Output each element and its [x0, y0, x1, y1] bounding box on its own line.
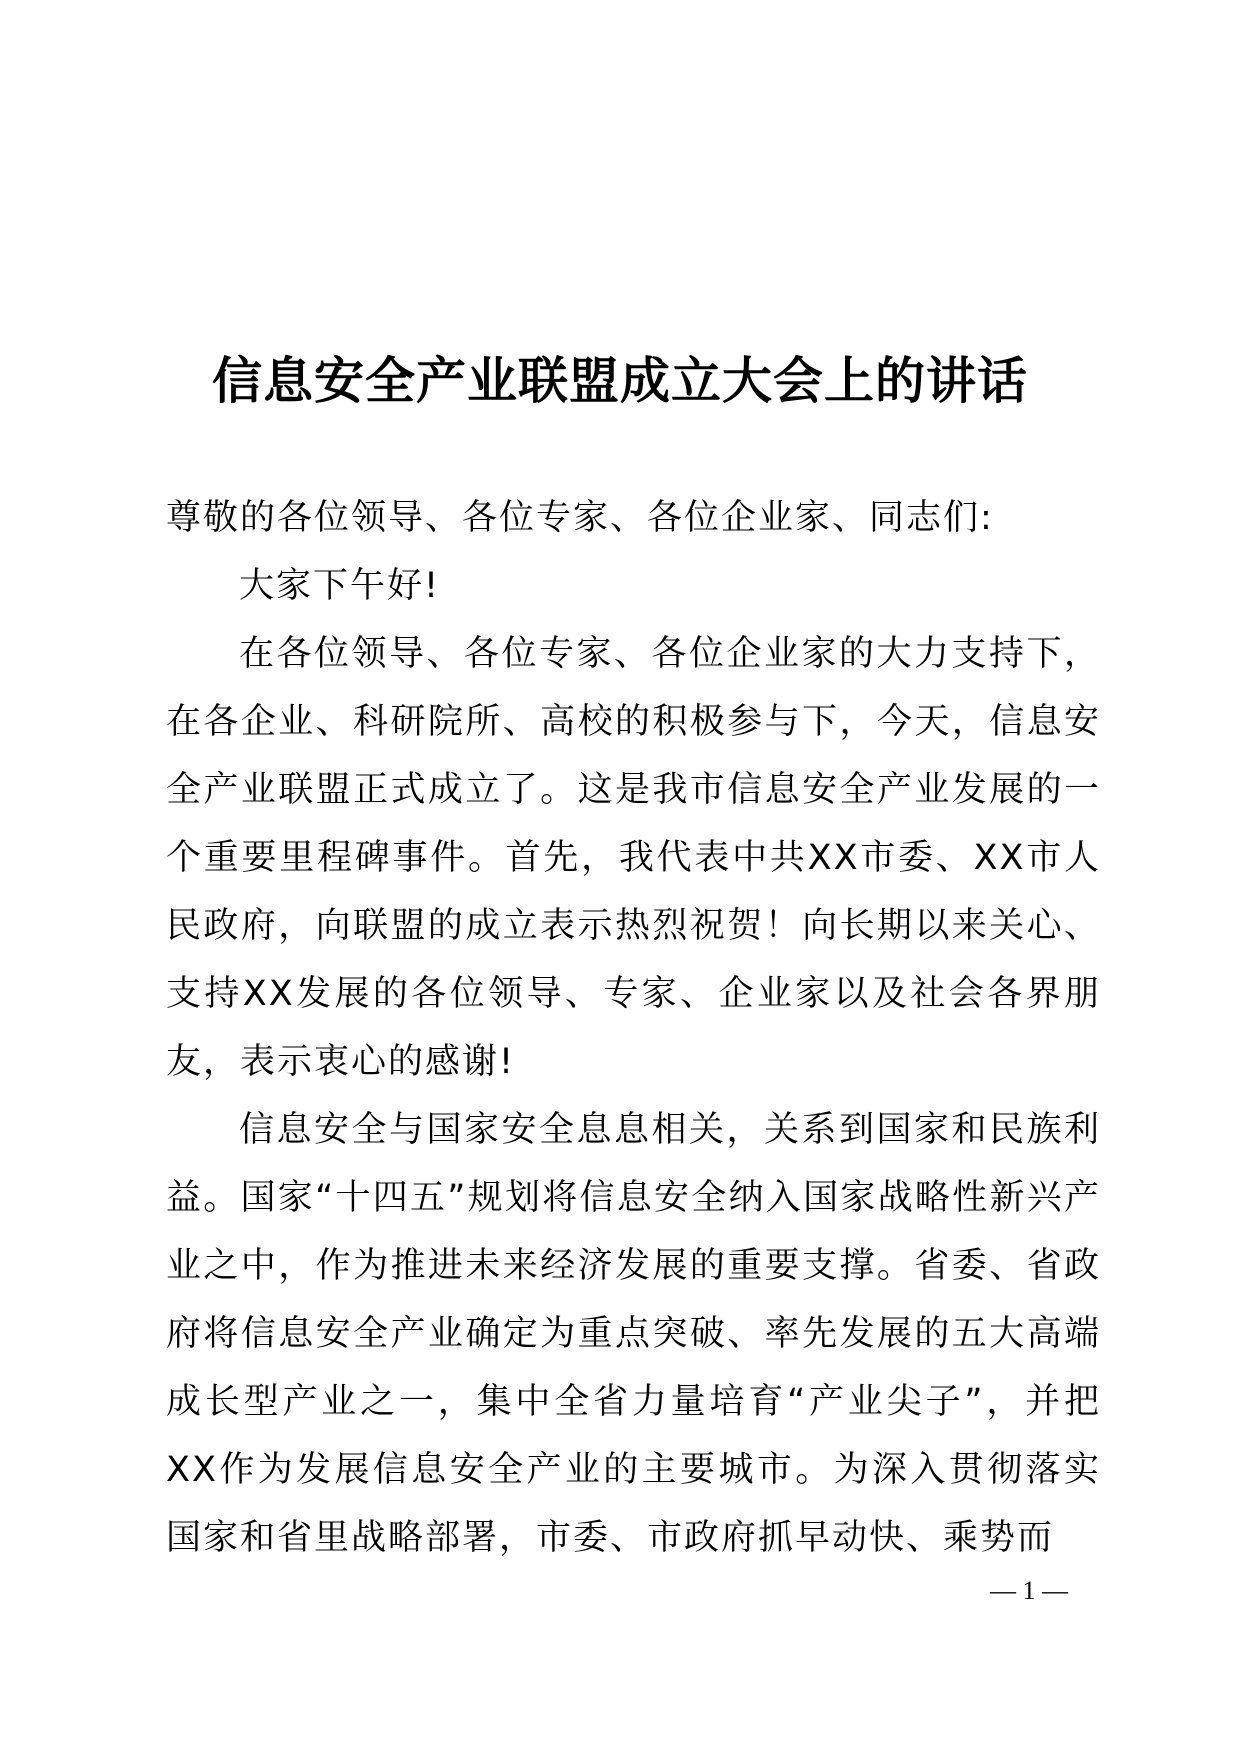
paragraph: 在各位领导、各位专家、各位企业家的大力支持下，在各企业、科研院所、高校的积极参与下，今天，信息安全产业联盟正式成立了。这是我市信息安全产业发展的一个重要里程碑事件。首先，我代表中共XX市委、XX市人民政府，向联盟的成立表示热烈祝贺！向长期以来关心、支持XX发展的各位领导、专家、企业家以及社会各界朋友，表示衷心的感谢! — [166, 634, 1101, 1082]
salutation: 尊敬的各位领导、各位专家、各位企业家、同志们: — [166, 498, 994, 538]
document-title: 信息安全产业联盟成立大会上的讲话 — [212, 351, 1028, 410]
page-number: — 1 — — [990, 1576, 1068, 1605]
greeting: 大家下午好! — [239, 566, 441, 606]
speech-body — [166, 484, 1101, 1572]
paragraph: 信息安全与国家安全息息相关，关系到国家和民族利益。国家“十四五”规划将信息安全纳入国家战略性新兴产业之中，作为推进未来经济发展的重要支撑。省委、省政府将信息安全产业确定为重点突破、率先发展的五大高端成长型产业之一，集中全省力量培育“产业尖子”，并把XX作为发展信息安全产业的主要城市。为深入贯彻落实国家和省里战略部署，市委、市政府抓早动快、乘势而 — [166, 1110, 1101, 1558]
